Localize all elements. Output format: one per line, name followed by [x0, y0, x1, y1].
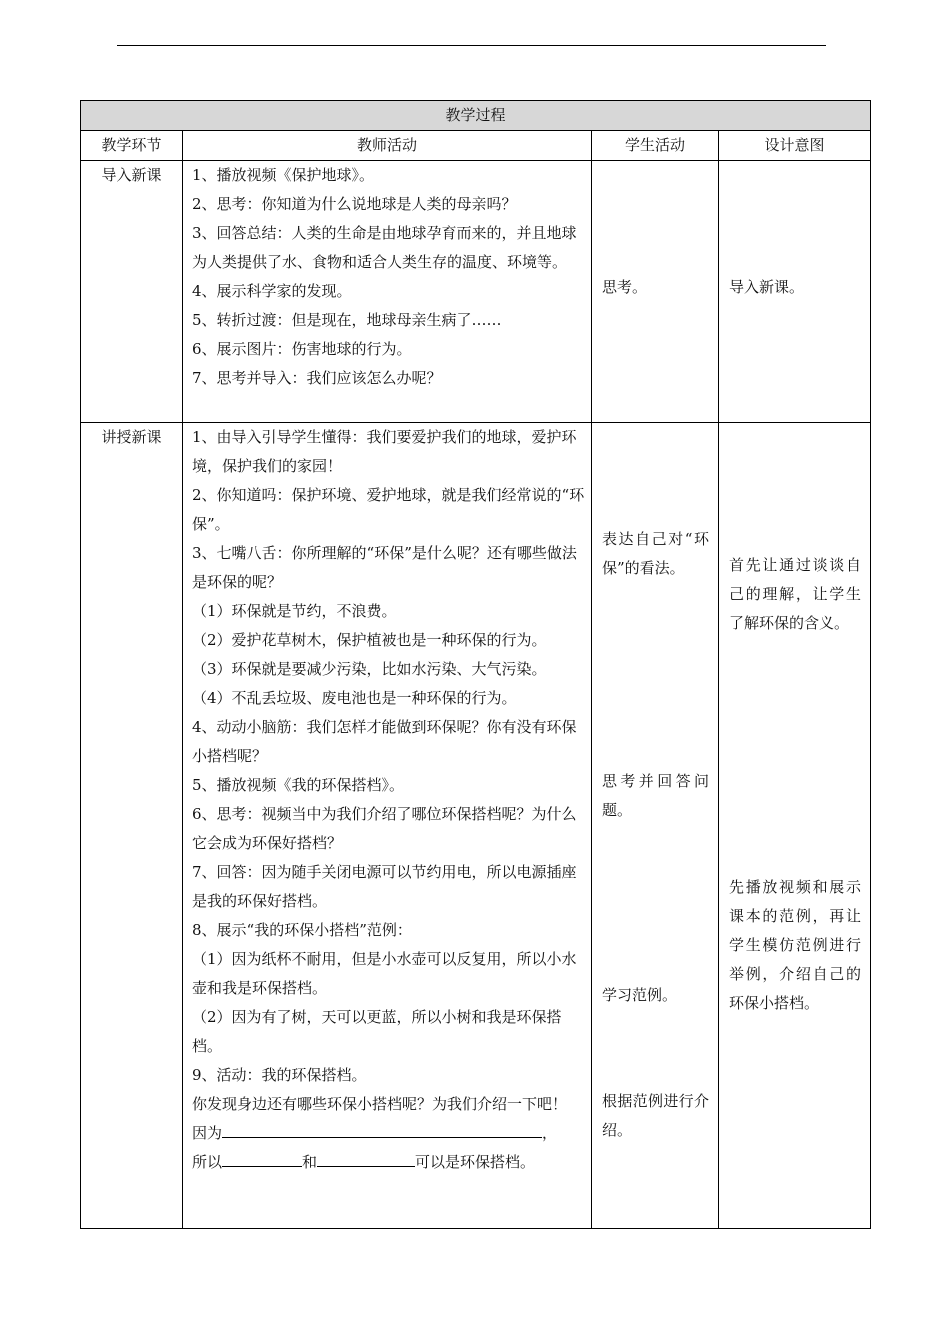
teaching-process-table: [80, 100, 871, 1229]
student-item: 思考并回答问题。: [602, 772, 709, 819]
teacher-item: 4、展示科学家的发现。: [192, 282, 352, 300]
header-teacher: 教师活动: [183, 131, 592, 161]
header-stage: 教学环节: [81, 131, 183, 161]
teacher-item: 2、你知道吗：保护环境、爱护地球，就是我们经常说的“环保”。: [192, 486, 585, 533]
student-activity-cell: [592, 423, 719, 1229]
fill-suffix: 可以是环保搭档。: [415, 1153, 536, 1171]
fill-in-line-2: [192, 1148, 585, 1177]
teacher-item: （2）爱护花草树木，保护植被也是一种环保的行为。: [192, 631, 547, 649]
header-row: [81, 131, 871, 161]
teacher-item: （1）环保就是节约，不浪费。: [192, 602, 397, 620]
header-intent: 设计意图: [719, 131, 871, 161]
table-row: [81, 423, 871, 1229]
table-row: [81, 161, 871, 423]
header-student: 学生活动: [592, 131, 719, 161]
teacher-item: （2）因为有了树，天可以更蓝，所以小树和我是环保搭档。: [192, 1008, 562, 1055]
fill-blank[interactable]: [222, 1148, 302, 1167]
student-item: 思考。: [602, 278, 648, 296]
teacher-activity-cell: [183, 423, 592, 1229]
teacher-item: （3）环保就是要减少污染，比如水污染、大气污染。: [192, 660, 547, 678]
teacher-item: 7、思考并导入：我们应该怎么办呢？: [192, 369, 442, 387]
teacher-item: 3、回答总结：人类的生命是由地球孕育而来的，并且地球为人类提供了水、食物和适合人类生存的温度、环境等。: [192, 224, 577, 271]
teacher-item: 2、思考：你知道为什么说地球是人类的母亲吗？: [192, 195, 517, 213]
design-intent-cell: [719, 161, 871, 423]
teacher-item: 1、由导入引导学生懂得：我们要爱护我们的地球，爱护环境，保护我们的家园！: [192, 428, 577, 475]
fill-prefix: 因为: [192, 1124, 223, 1142]
teacher-item: 你发现身边还有哪些环保小搭档呢？为我们介绍一下吧！: [192, 1095, 568, 1113]
fill-prefix: 所以: [192, 1153, 223, 1171]
fill-in-line-1: [192, 1119, 585, 1148]
teacher-item: 6、思考：视频当中为我们介绍了哪位环保搭档呢？为什么它会成为环保好搭档？: [192, 805, 577, 852]
teacher-item: （4）不乱丢垃圾、废电池也是一种环保的行为。: [192, 689, 517, 707]
design-intent-cell: [719, 423, 871, 1229]
intent-item: 先播放视频和展示课本的范例，再让学生模仿范例进行举例，介绍自己的环保小搭档。: [729, 878, 862, 1012]
stage-cell: 讲授新课: [81, 423, 183, 1229]
intent-item: 首先让通过谈谈自己的理解，让学生了解环保的含义。: [729, 556, 862, 632]
fill-blank[interactable]: [222, 1119, 542, 1138]
student-item: 表达自己对“环保”的看法。: [602, 530, 709, 577]
teacher-item: 1、播放视频《保护地球》。: [192, 166, 375, 184]
student-activity-cell: [592, 161, 719, 423]
teacher-item: 5、播放视频《我的环保搭档》。: [192, 776, 405, 794]
header-rule: [117, 45, 826, 46]
student-item: 根据范例进行介绍。: [602, 1092, 709, 1139]
teacher-activity-cell: [183, 161, 592, 423]
teacher-item: 6、展示图片：伤害地球的行为。: [192, 340, 412, 358]
teacher-item: 7、回答：因为随手关闭电源可以节约用电，所以电源插座是我的环保好搭档。: [192, 863, 577, 910]
intent-item: 导入新课。: [729, 278, 805, 296]
teacher-item: （1）因为纸杯不耐用，但是小水壶可以反复用，所以小水壶和我是环保搭档。: [192, 950, 577, 997]
stage-cell: 导入新课: [81, 161, 183, 423]
teacher-item: 8、展示“我的环保小搭档”范例：: [192, 921, 412, 939]
fill-middle: 和: [302, 1153, 318, 1171]
teacher-item: 3、七嘴八舌：你所理解的“环保”是什么呢？还有哪些做法是环保的呢？: [192, 544, 577, 591]
fill-suffix: ，: [542, 1124, 558, 1142]
teacher-item: 4、动动小脑筋：我们怎样才能做到环保呢？你有没有环保小搭档呢？: [192, 718, 577, 765]
teacher-item: 9、活动：我的环保搭档。: [192, 1066, 367, 1084]
teacher-item: 5、转折过渡：但是现在，地球母亲生病了……: [192, 311, 502, 329]
table-title: 教学过程: [81, 101, 871, 131]
student-item: 学习范例。: [602, 986, 678, 1004]
fill-blank[interactable]: [317, 1148, 415, 1167]
